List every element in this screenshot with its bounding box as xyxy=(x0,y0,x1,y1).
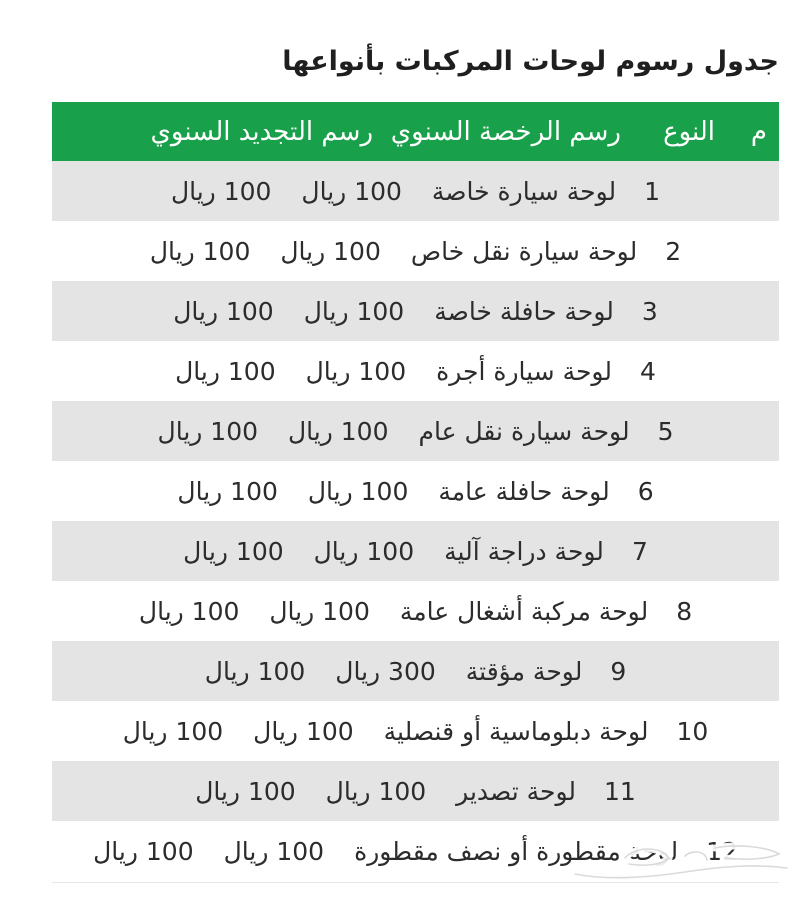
row-num: 11 xyxy=(604,776,636,806)
table-row xyxy=(52,401,779,461)
row-renewal: 100 ريال xyxy=(149,236,251,266)
table-row xyxy=(52,761,779,821)
table-header xyxy=(52,102,779,161)
row-num: 8 xyxy=(676,596,693,626)
row-type: لوحة حافلة عامة xyxy=(438,476,610,506)
header-num: م xyxy=(750,116,767,147)
row-type: لوحة تصدير xyxy=(456,776,577,806)
row-num: 4 xyxy=(639,356,656,386)
table-row xyxy=(52,341,779,401)
fees-table xyxy=(52,102,779,881)
header-type: النوع xyxy=(663,116,715,147)
row-license: 100 ريال xyxy=(280,236,381,266)
row-num: 6 xyxy=(637,476,654,506)
row-type: لوحة سيارة خاصة xyxy=(431,176,617,206)
header-renewal-fee: رسم التجديد السنوي xyxy=(150,116,373,147)
row-type: لوحة سيارة نقل عام xyxy=(418,416,630,446)
row-license: 100 ريال xyxy=(301,176,402,206)
row-renewal: 100 ريال xyxy=(173,296,274,326)
row-license: 100 ريال xyxy=(253,716,354,746)
row-type: لوحة مركبة أشغال عامة xyxy=(399,596,649,626)
row-renewal: 100 ريال xyxy=(170,176,272,206)
table-row xyxy=(52,281,779,341)
row-type: لوحة دراجة آلية xyxy=(444,536,604,566)
row-type: لوحة دبلوماسية أو قنصلية xyxy=(383,716,649,746)
header-license-fee: رسم الرخصة السنوي xyxy=(390,116,621,147)
row-renewal: 100 ريال xyxy=(177,476,278,506)
table-row xyxy=(52,641,779,701)
row-renewal: 100 ريال xyxy=(195,776,296,806)
row-renewal: 100 ريال xyxy=(204,656,306,686)
row-renewal: 100 ريال xyxy=(138,596,240,626)
row-num: 10 xyxy=(676,716,709,746)
table-row xyxy=(52,221,779,281)
table-row xyxy=(52,701,779,761)
row-license: 100 ريال xyxy=(223,836,325,866)
row-license: 100 ريال xyxy=(303,296,405,326)
row-license: 100 ريال xyxy=(305,356,407,386)
row-license: 100 ريال xyxy=(307,476,409,506)
row-type: لوحة سيارة نقل خاص xyxy=(410,236,638,266)
table-row xyxy=(52,521,779,581)
page-title: جدول رسوم لوحات المركبات بأنواعها xyxy=(282,46,779,77)
row-type: لوحة مقطورة أو نصف مقطورة xyxy=(354,836,679,866)
row-license: 300 ريال xyxy=(335,656,436,686)
row-license: 100 ريال xyxy=(288,416,389,446)
row-type: لوحة حافلة خاصة xyxy=(434,296,614,326)
row-renewal: 100 ريال xyxy=(157,416,259,446)
row-license: 100 ريال xyxy=(313,536,415,566)
row-num: 9 xyxy=(610,656,627,686)
row-renewal: 100 ريال xyxy=(93,836,194,866)
row-num: 2 xyxy=(665,236,682,266)
row-renewal: 100 ريال xyxy=(175,356,276,386)
row-renewal: 100 ريال xyxy=(183,536,284,566)
row-type: لوحة سيارة أجرة xyxy=(436,356,612,386)
row-num: 1 xyxy=(644,176,661,206)
row-license: 100 ريال xyxy=(325,776,427,806)
table-row xyxy=(52,581,779,641)
table-row xyxy=(52,161,779,221)
haraj-logo-watermark-icon xyxy=(565,834,795,892)
row-num: 7 xyxy=(631,536,648,566)
row-num: 5 xyxy=(657,416,674,446)
row-num: 12 xyxy=(706,836,738,866)
table-row xyxy=(52,461,779,521)
row-license: 100 ريال xyxy=(269,596,370,626)
row-type: لوحة مؤقتة xyxy=(465,656,583,686)
row-num: 3 xyxy=(641,296,658,326)
row-renewal: 100 ريال xyxy=(122,716,224,746)
